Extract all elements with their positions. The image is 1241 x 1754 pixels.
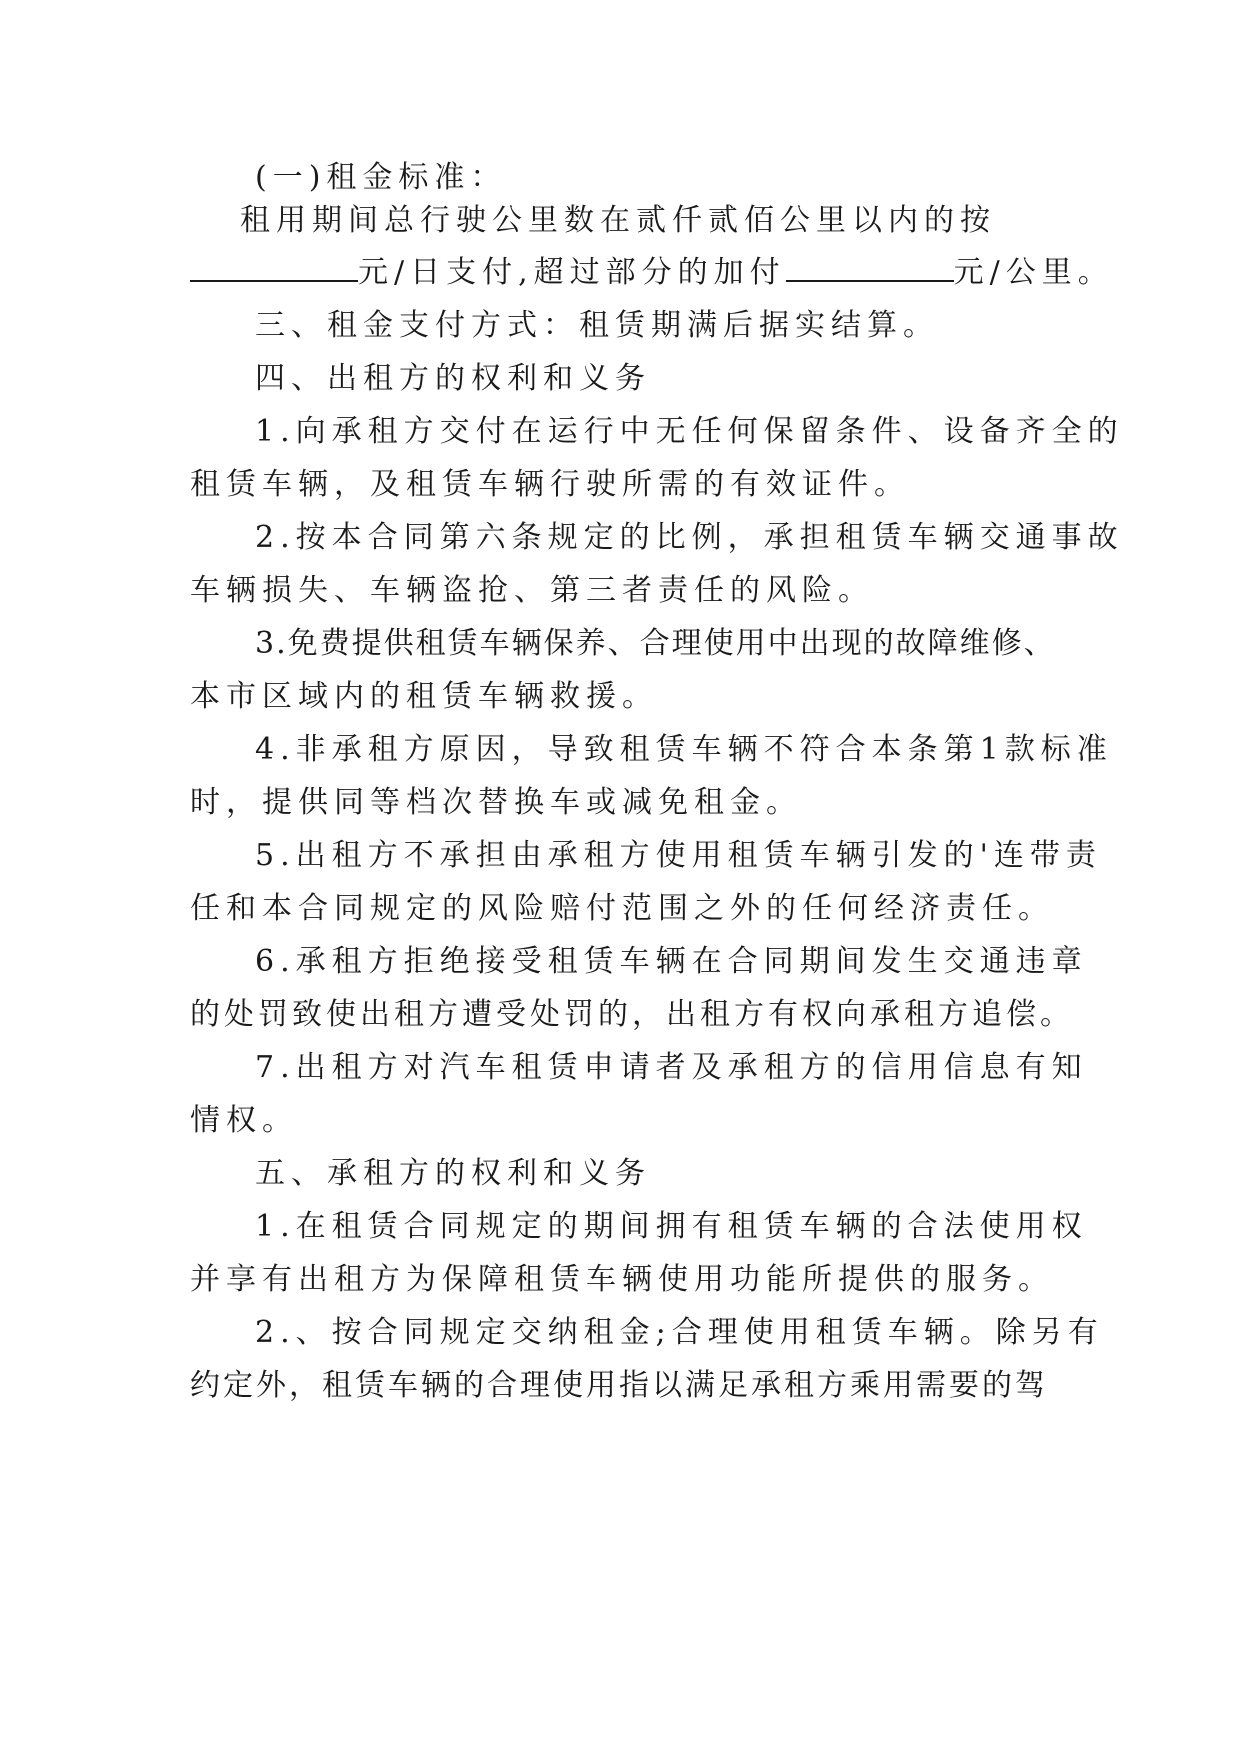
paragraph-line: 1.向承租方交付在运行中无任何保留条件、设备齐全的	[255, 414, 1124, 449]
paragraph-line: 本市区域内的租赁车辆救援。	[190, 679, 658, 714]
paragraph-text: 元/公里。	[953, 255, 1114, 290]
paragraph-line: 的处罚致使出租方遭受处罚的，出租方有权向承租方追偿。	[190, 997, 1074, 1032]
paragraph-line: 时，提供同等档次替换车或减免租金。	[190, 785, 802, 820]
paragraph-line: 1.在租赁合同规定的期间拥有租赁车辆的合法使用权	[255, 1209, 1088, 1244]
paragraph-line: 2.按本合同第六条规定的比例，承担租赁车辆交通事故	[255, 520, 1124, 555]
paragraph-line: 租用期间总行驶公里数在贰仟贰佰公里以内的按	[240, 203, 996, 238]
section-heading-rent-standard: (一)租金标准：	[255, 160, 507, 195]
paragraph-line: 3.免费提供租赁车辆保养、合理使用中出现的故障维修、	[255, 626, 1056, 661]
paragraph-line: 并享有出租方为保障租赁车辆使用功能所提供的服务。	[190, 1262, 1054, 1297]
paragraph-line: 情权。	[190, 1103, 298, 1138]
paragraph-line: 任和本合同规定的风险赔付范围之外的任何经济责任。	[190, 891, 1054, 926]
paragraph-line: 约定外，租赁车辆的合理使用指以满足承租方乘用需要的驾	[190, 1368, 1048, 1403]
fill-in-blank[interactable]	[786, 258, 954, 282]
paragraph-line: 租赁车辆，及租赁车辆行驶所需的有效证件。	[190, 467, 910, 502]
paragraph-line: 5.出租方不承担由承租方使用租赁车辆引发的'连带责	[255, 838, 1102, 873]
paragraph-line-with-blanks	[190, 253, 1114, 293]
paragraph-line: 2.、按合同规定交纳租金;合理使用租赁车辆。除另有	[255, 1315, 1104, 1350]
section-heading-payment: 三、租金支付方式：租赁期满后据实结算。	[255, 308, 939, 343]
paragraph-line: 4.非承租方原因，导致租赁车辆不符合本条第1款标准	[255, 732, 1113, 767]
paragraph-text: 元/日支付,超过部分的加付	[358, 255, 786, 290]
section-heading-lessee: 五、承租方的权利和义务	[255, 1156, 651, 1191]
fill-in-blank[interactable]	[190, 258, 358, 282]
section-heading-lessor: 四、出租方的权利和义务	[255, 361, 651, 396]
paragraph-line: 6.承租方拒绝接受租赁车辆在合同期间发生交通违章	[255, 944, 1088, 979]
paragraph-line: 7.出租方对汽车租赁申请者及承租方的信用信息有知	[255, 1050, 1088, 1085]
paragraph-line: 车辆损失、车辆盗抢、第三者责任的风险。	[190, 573, 874, 608]
